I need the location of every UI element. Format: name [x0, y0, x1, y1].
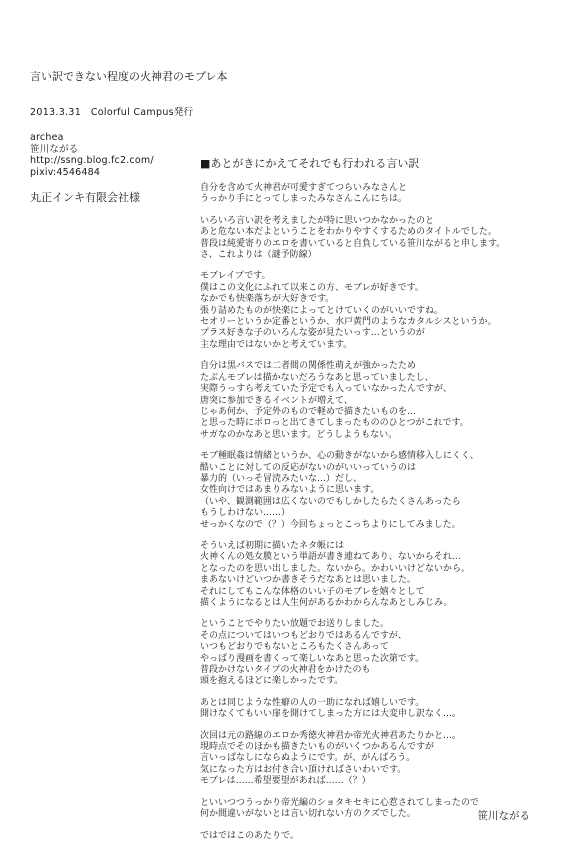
text-line: うっかり手にとってしまったみなさんこんにちは。	[200, 194, 407, 205]
text-line: といいつつうっかり帝光編のショタキセキに心惹されてしまったので	[200, 797, 479, 808]
text-line: 暴力的（いっそ冒涜みたいな…）だし、	[200, 473, 363, 484]
text-line: セオリーというか定番というか、水戸黄門のようなカタルシスというか。	[200, 317, 497, 328]
afterword-heading: ■あとがきにかえてそれでも行われる言い訳	[200, 157, 420, 170]
text-line: 現時点でそのほかも描きたいものがいくつかあるんですが	[200, 742, 435, 753]
text-line: サガなのかなあと思います。どうしようもない。	[200, 429, 398, 440]
afterword-paragraph	[200, 271, 550, 351]
text-line: いつもどおりでもないところもたくさんあって	[200, 642, 389, 653]
afterword-body	[200, 183, 550, 842]
text-line: 自分を含めて火神君が可愛すぎてつらいみなさんと	[200, 183, 408, 193]
text-line: それにしてもこんな体格のいい子のモブレを嬉々として	[200, 586, 425, 597]
text-line: やっぱり漫画を書くって楽しいなあと思った次第です。	[200, 653, 425, 664]
text-line: 言いっぱなしにならぬようにです。が、がんばろう。	[200, 753, 416, 764]
text-line: もうしわけない……）	[200, 508, 291, 519]
text-line: （いや、観測範囲は広くないのでもしかしたらたくさんあったら	[200, 496, 461, 507]
text-line: モブ種眠姦は情緒というか、心の動きがないから感情移入しにくく、	[200, 451, 479, 462]
text-line: 唐突に参加できるイベントが増えて、	[200, 395, 353, 406]
signature: 笹川ながる	[477, 810, 530, 822]
text-line: 開けなくてもいい扉を開けてしまった方には大変申し訳なく…。	[200, 709, 462, 720]
text-line: たぶんモブレは描かないだろうなあと思っていましたし、	[200, 372, 434, 383]
text-line: 実際うっすら考えていた予定でも入っていなかったんですが、	[200, 384, 453, 395]
text-line: 普段かけないタイプの火神君をかけたのも	[200, 665, 371, 676]
publication-date: 2013.3.31 Colorful Campus発行	[30, 107, 194, 118]
text-line: あとは同じような性癖の人の一助になれば嬉しいです。	[200, 697, 425, 708]
author-name: 笹川ながる	[30, 143, 79, 155]
afterword-paragraph	[200, 619, 550, 687]
text-line: 頭を抱えるほどに楽しかったです。	[200, 676, 344, 687]
afterword-paragraph	[200, 216, 550, 262]
text-line: 自分は黒バスでは二者間の関係性萌えが強かったため	[200, 361, 417, 372]
afterword-paragraph	[200, 698, 550, 721]
text-line: その点についてはいつもどおりではあるんですが、	[200, 630, 407, 641]
text-line: 張り詰めたものが快楽によってとけていくのがいいですね。	[200, 305, 444, 316]
text-line: モブレイプです。	[200, 271, 271, 282]
text-line: となったのを思い出しました。ないから。かわいいけどないから。	[200, 563, 471, 574]
text-line: まあないけどいつか書きそうだなあとは思いました。	[200, 575, 417, 586]
text-line: せっかくなので（？）今回ちょっとこっちよりにしてみました。	[200, 519, 461, 530]
afterword-paragraph	[200, 183, 550, 206]
text-line: あと危ない本だよということをわかりやすくするためのタイトルでした。	[200, 227, 497, 238]
text-line: モブレは……希望要望があれば……（？）	[200, 776, 371, 787]
text-line: 普段は純愛寄りのエロを書いていると自負している笹川ながると申します。	[200, 238, 506, 249]
afterword-paragraph	[200, 451, 550, 531]
text-line: 何か間違いがないとは言い切れない方のクズでした。	[200, 809, 416, 820]
circle-name: archea	[30, 132, 64, 143]
afterword-paragraph	[200, 731, 550, 788]
afterword-paragraph	[200, 541, 550, 609]
text-line: なかでも快楽落ちが大好きです。	[200, 294, 335, 305]
text-line: 気になった方はお付き合い頂ければさいわいです。	[200, 764, 407, 775]
text-line: ということでやりたい放題でお送りしました。	[200, 619, 390, 630]
printer-credit: 丸正インキ有限会社様	[30, 191, 140, 205]
afterword	[200, 155, 550, 852]
text-line: プラス好きな子のいろんな姿が見たいっす…というのが	[200, 328, 425, 339]
text-line: 主な理由ではないかと考えています。	[200, 339, 353, 350]
text-line: と思った時にポロっと出てきてしまったもののひとつがこれです。	[200, 418, 469, 429]
text-line: いろいろ言い訳を考えましたが特に思いつかなかったのと	[200, 215, 435, 226]
text-line: じゃあ何か、予定外のもので軽めで描きたいものを…	[200, 406, 417, 417]
text-line: さ、これよりは（謎予防線）	[200, 250, 317, 261]
text-line: 女性向けではあまりみないように思います。	[200, 485, 380, 496]
text-line: 次回は元の路線のエロか秀徳火神君か帝光火神君あたりかと…。	[200, 730, 462, 741]
text-line: 酷いことに対しての反応がないのがいいっていうのは	[200, 462, 417, 473]
book-title: 言い訳できない程度の火神君のモブレ本	[30, 70, 228, 83]
pixiv-id: pixiv:4546484	[30, 166, 101, 178]
text-line: ではではこのあたりで。	[200, 830, 299, 841]
text-line: 描くようになるとは人生何があるかわからんなあとしみじみ。	[200, 598, 453, 608]
author-url: http://ssng.blog.fc2.com/	[30, 155, 154, 167]
text-line: そういえば初期に描いたネタ帳には	[200, 540, 345, 551]
text-line: 僕はこの文化にふれて以来この方、モブレが好きです。	[200, 282, 424, 293]
text-line: 火神くんの処女膜という単語が書き連ねてあり、ないからそれ…	[200, 552, 461, 563]
afterword-paragraph	[200, 361, 550, 441]
afterword-paragraph	[200, 831, 550, 842]
